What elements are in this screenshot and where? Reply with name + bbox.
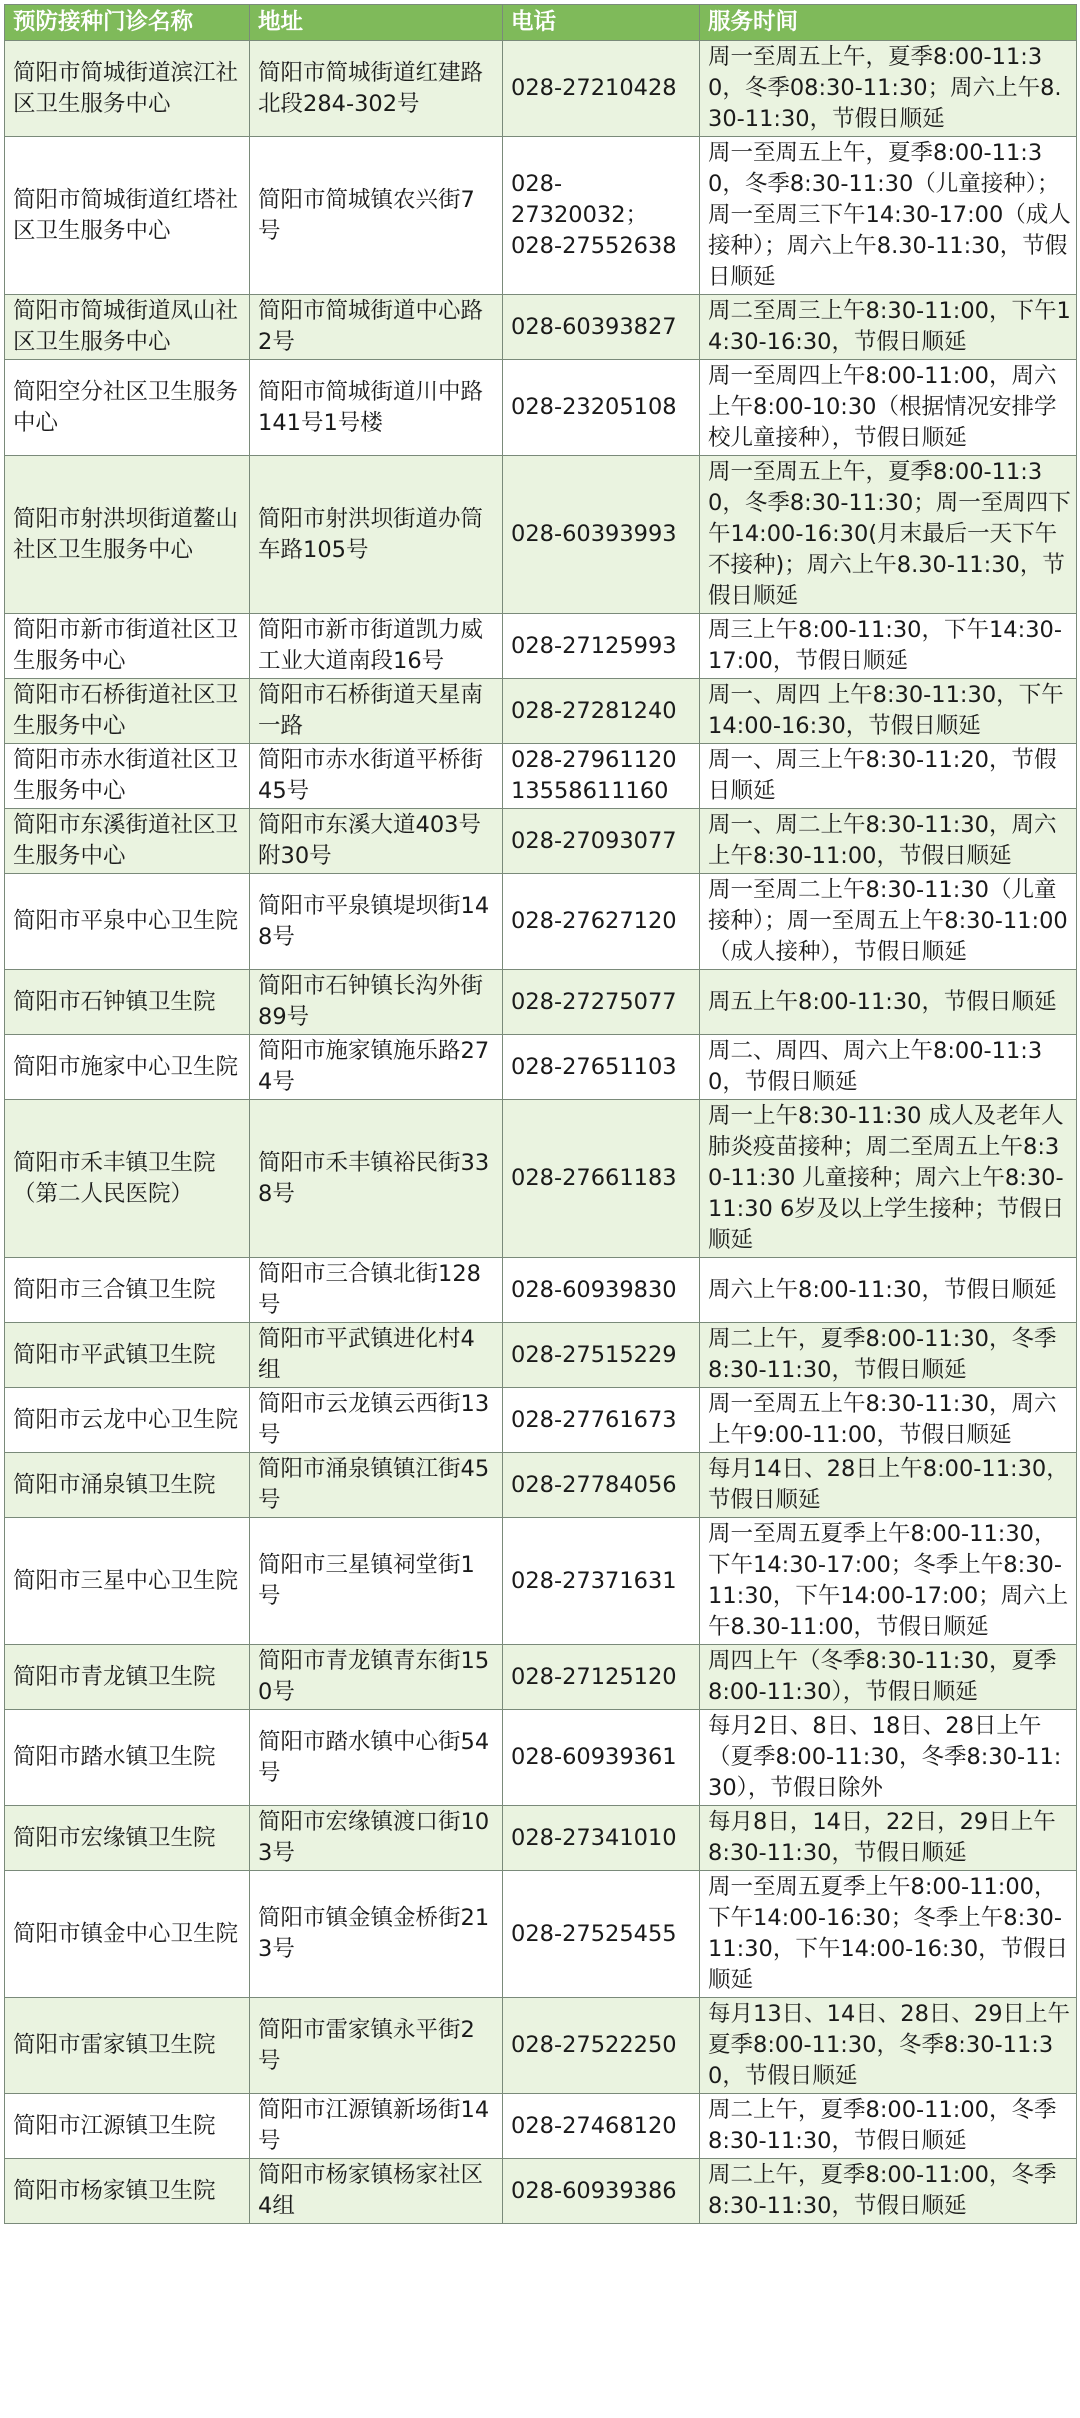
phone-cell: 028-23205108 — [503, 360, 700, 456]
service-hours-cell: 周二至周三上午8:30-11:00，下午14:30-16:30，节假日顺延 — [700, 295, 1077, 360]
service-hours-cell: 周一至周五夏季上午8:00-11:30，下午14:30-17:00；冬季上午8:30-11:30，下午14:00-17:00；周六上午8.30-11:00，节假日顺延 — [700, 1518, 1077, 1645]
service-hours-cell: 每月8日，14日，22日，29日上午8:30-11:30，节假日顺延 — [700, 1806, 1077, 1871]
phone-cell: 028-27651103 — [503, 1035, 700, 1100]
address-cell: 简阳市三合镇北街128号 — [250, 1258, 503, 1323]
table-row — [5, 41, 1077, 137]
phone-cell: 028-60939386 — [503, 2159, 700, 2224]
clinic-name-cell: 简阳市宏缘镇卫生院 — [5, 1806, 250, 1871]
service-hours-cell: 周一至周五上午8:30-11:30，周六上午9:00-11:00，节假日顺延 — [700, 1388, 1077, 1453]
clinic-name-cell: 简阳市新市街道社区卫生服务中心 — [5, 614, 250, 679]
table-row — [5, 1710, 1077, 1806]
phone-cell: 028-27784056 — [503, 1453, 700, 1518]
address-cell: 简阳市石钟镇长沟外街89号 — [250, 970, 503, 1035]
vaccination-clinic-table — [4, 4, 1077, 2224]
clinic-name-cell: 简阳空分社区卫生服务中心 — [5, 360, 250, 456]
address-cell: 简阳市简城街道中心路2号 — [250, 295, 503, 360]
clinic-name-cell: 简阳市杨家镇卫生院 — [5, 2159, 250, 2224]
header-phone: 电话 — [503, 5, 700, 41]
address-cell: 简阳市禾丰镇裕民街338号 — [250, 1100, 503, 1258]
table-row — [5, 1518, 1077, 1645]
clinic-name-cell: 简阳市镇金中心卫生院 — [5, 1871, 250, 1998]
clinic-name-cell: 简阳市简城街道凤山社区卫生服务中心 — [5, 295, 250, 360]
service-hours-cell: 周一、周二上午8:30-11:30，周六上午8:30-11:00，节假日顺延 — [700, 809, 1077, 874]
phone-cell: 028-27125993 — [503, 614, 700, 679]
address-cell: 简阳市平武镇进化村4组 — [250, 1323, 503, 1388]
service-hours-cell: 周一至周五上午，夏季8:00-11:30，冬季08:30-11:30；周六上午8.30-11:30，节假日顺延 — [700, 41, 1077, 137]
address-cell: 简阳市平泉镇堤坝街148号 — [250, 874, 503, 970]
header-row — [5, 5, 1077, 41]
service-hours-cell: 周二上午，夏季8:00-11:00，冬季8:30-11:30，节假日顺延 — [700, 2159, 1077, 2224]
clinic-name-cell: 简阳市禾丰镇卫生院（第二人民医院） — [5, 1100, 250, 1258]
table-row — [5, 1388, 1077, 1453]
table-row — [5, 1453, 1077, 1518]
table-row — [5, 456, 1077, 614]
table-row — [5, 809, 1077, 874]
address-cell: 简阳市简城街道川中路141号1号楼 — [250, 360, 503, 456]
clinic-name-cell: 简阳市石钟镇卫生院 — [5, 970, 250, 1035]
service-hours-cell: 每月2日、8日、18日、28日上午（夏季8:00-11:30，冬季8:30-11:30），节假日除外 — [700, 1710, 1077, 1806]
service-hours-cell: 周六上午8:00-11:30，节假日顺延 — [700, 1258, 1077, 1323]
service-hours-cell: 周一至周五夏季上午8:00-11:00，下午14:00-16:30；冬季上午8:30-11:30，下午14:00-16:30，节假日顺延 — [700, 1871, 1077, 1998]
phone-cell: 028-27210428 — [503, 41, 700, 137]
address-cell: 简阳市青龙镇青东街150号 — [250, 1645, 503, 1710]
service-hours-cell: 周一至周二上午8:30-11:30（儿童接种）；周一至周五上午8:30-11:00（成人接种），节假日顺延 — [700, 874, 1077, 970]
service-hours-cell: 周三上午8:00-11:30，下午14:30-17:00，节假日顺延 — [700, 614, 1077, 679]
clinic-name-cell: 简阳市施家中心卫生院 — [5, 1035, 250, 1100]
clinic-name-cell: 简阳市平武镇卫生院 — [5, 1323, 250, 1388]
service-hours-cell: 周二、周四、周六上午8:00-11:30，节假日顺延 — [700, 1035, 1077, 1100]
clinic-name-cell: 简阳市江源镇卫生院 — [5, 2094, 250, 2159]
clinic-name-cell: 简阳市东溪街道社区卫生服务中心 — [5, 809, 250, 874]
phone-cell: 028-27275077 — [503, 970, 700, 1035]
address-cell: 简阳市新市街道凯力威工业大道南段16号 — [250, 614, 503, 679]
phone-cell: 028-60393993 — [503, 456, 700, 614]
table-row — [5, 1323, 1077, 1388]
service-hours-cell: 周五上午8:00-11:30，节假日顺延 — [700, 970, 1077, 1035]
address-cell: 简阳市石桥街道天星南一路 — [250, 679, 503, 744]
service-hours-cell: 周四上午（冬季8:30-11:30，夏季8:00-11:30），节假日顺延 — [700, 1645, 1077, 1710]
service-hours-cell: 每月13日、14日、28日、29日上午夏季8:00-11:30，冬季8:30-11:30，节假日顺延 — [700, 1998, 1077, 2094]
clinic-name-cell: 简阳市雷家镇卫生院 — [5, 1998, 250, 2094]
clinic-name-cell: 简阳市三星中心卫生院 — [5, 1518, 250, 1645]
service-hours-cell: 周一、周四 上午8:30-11:30，下午14:00-16:30，节假日顺延 — [700, 679, 1077, 744]
phone-cell: 028-27093077 — [503, 809, 700, 874]
service-hours-cell: 周二上午，夏季8:00-11:00，冬季8:30-11:30，节假日顺延 — [700, 2094, 1077, 2159]
phone-cell: 028-60939830 — [503, 1258, 700, 1323]
header-service-hours: 服务时间 — [700, 5, 1077, 41]
clinic-name-cell: 简阳市射洪坝街道鳌山社区卫生服务中心 — [5, 456, 250, 614]
service-hours-cell: 每月14日、28日上午8:00-11:30，节假日顺延 — [700, 1453, 1077, 1518]
table-row — [5, 360, 1077, 456]
table-row — [5, 874, 1077, 970]
phone-cell: 028-27341010 — [503, 1806, 700, 1871]
address-cell: 简阳市三星镇祠堂街1号 — [250, 1518, 503, 1645]
phone-cell: 028-27468120 — [503, 2094, 700, 2159]
service-hours-cell: 周二上午，夏季8:00-11:30，冬季8:30-11:30，节假日顺延 — [700, 1323, 1077, 1388]
address-cell: 简阳市杨家镇杨家社区4组 — [250, 2159, 503, 2224]
table-row — [5, 1645, 1077, 1710]
address-cell: 简阳市踏水镇中心街54号 — [250, 1710, 503, 1806]
address-cell: 简阳市射洪坝街道办筒车路105号 — [250, 456, 503, 614]
clinic-name-cell: 简阳市简城街道滨江社区卫生服务中心 — [5, 41, 250, 137]
phone-cell: 028-27515229 — [503, 1323, 700, 1388]
phone-cell: 028-27125120 — [503, 1645, 700, 1710]
table-row — [5, 1035, 1077, 1100]
service-hours-cell: 周一至周五上午，夏季8:00-11:30，冬季8:30-11:30；周一至周四下午14:00-16:30(月末最后一天下午不接种)；周六上午8.30-11:30，节假日顺延 — [700, 456, 1077, 614]
table-row — [5, 2094, 1077, 2159]
table-row — [5, 1998, 1077, 2094]
table-header — [5, 5, 1077, 41]
phone-cell: 028-27522250 — [503, 1998, 700, 2094]
phone-cell: 028-27961120 13558611160 — [503, 744, 700, 809]
phone-cell: 028-60939361 — [503, 1710, 700, 1806]
clinic-name-cell: 简阳市平泉中心卫生院 — [5, 874, 250, 970]
table-body — [5, 41, 1077, 2224]
phone-cell: 028-60393827 — [503, 295, 700, 360]
service-hours-cell: 周一至周四上午8:00-11:00，周六上午8:00-10:30（根据情况安排学校儿童接种），节假日顺延 — [700, 360, 1077, 456]
address-cell: 简阳市赤水街道平桥街45号 — [250, 744, 503, 809]
service-hours-cell: 周一上午8:30-11:30 成人及老年人肺炎疫苗接种；周二至周五上午8:30-11:30 儿童接种；周六上午8:30-11:30 6岁及以上学生接种；节假日顺延 — [700, 1100, 1077, 1258]
phone-cell: 028-27525455 — [503, 1871, 700, 1998]
address-cell: 简阳市施家镇施乐路274号 — [250, 1035, 503, 1100]
address-cell: 简阳市雷家镇永平街2号 — [250, 1998, 503, 2094]
table-row — [5, 614, 1077, 679]
clinic-name-cell: 简阳市云龙中心卫生院 — [5, 1388, 250, 1453]
table-row — [5, 295, 1077, 360]
clinic-name-cell: 简阳市踏水镇卫生院 — [5, 1710, 250, 1806]
table-row — [5, 970, 1077, 1035]
table-row — [5, 137, 1077, 295]
address-cell: 简阳市云龙镇云西街13号 — [250, 1388, 503, 1453]
service-hours-cell: 周一、周三上午8:30-11:20，节假日顺延 — [700, 744, 1077, 809]
table-row — [5, 1100, 1077, 1258]
header-clinic-name: 预防接种门诊名称 — [5, 5, 250, 41]
table-row — [5, 1806, 1077, 1871]
phone-cell: 028-27320032； 028-27552638 — [503, 137, 700, 295]
table-row — [5, 1258, 1077, 1323]
address-cell: 简阳市江源镇新场街14号 — [250, 2094, 503, 2159]
phone-cell: 028-27627120 — [503, 874, 700, 970]
clinic-name-cell: 简阳市青龙镇卫生院 — [5, 1645, 250, 1710]
clinic-name-cell: 简阳市三合镇卫生院 — [5, 1258, 250, 1323]
table-row — [5, 1871, 1077, 1998]
header-address: 地址 — [250, 5, 503, 41]
address-cell: 简阳市宏缘镇渡口街103号 — [250, 1806, 503, 1871]
clinic-name-cell: 简阳市石桥街道社区卫生服务中心 — [5, 679, 250, 744]
phone-cell: 028-27281240 — [503, 679, 700, 744]
service-hours-cell: 周一至周五上午，夏季8:00-11:30，冬季8:30-11:30（儿童接种）；周一至周三下午14:30-17:00（成人接种）；周六上午8.30-11:30，节假日顺延 — [700, 137, 1077, 295]
phone-cell: 028-27371631 — [503, 1518, 700, 1645]
clinic-name-cell: 简阳市简城街道红塔社区卫生服务中心 — [5, 137, 250, 295]
address-cell: 简阳市镇金镇金桥街213号 — [250, 1871, 503, 1998]
table-row — [5, 2159, 1077, 2224]
address-cell: 简阳市东溪大道403号附30号 — [250, 809, 503, 874]
clinic-name-cell: 简阳市涌泉镇卫生院 — [5, 1453, 250, 1518]
address-cell: 简阳市简城街道红建路北段284-302号 — [250, 41, 503, 137]
phone-cell: 028-27661183 — [503, 1100, 700, 1258]
address-cell: 简阳市涌泉镇镇江街45号 — [250, 1453, 503, 1518]
table-row — [5, 744, 1077, 809]
clinic-name-cell: 简阳市赤水街道社区卫生服务中心 — [5, 744, 250, 809]
table-row — [5, 679, 1077, 744]
phone-cell: 028-27761673 — [503, 1388, 700, 1453]
address-cell: 简阳市简城镇农兴街7号 — [250, 137, 503, 295]
